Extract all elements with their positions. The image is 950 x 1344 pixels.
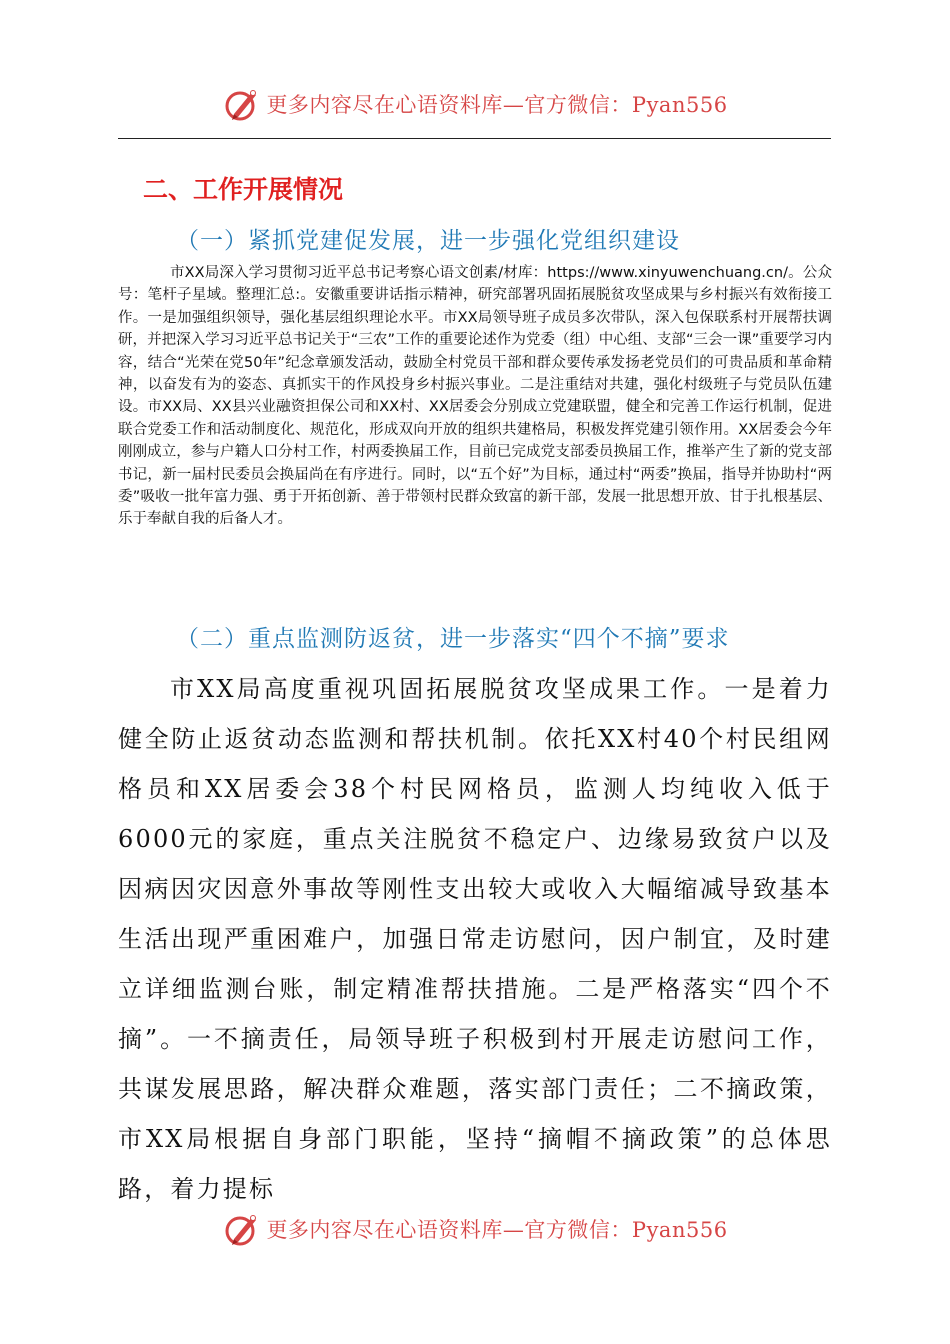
footer-banner [0,1207,950,1251]
subsection-heading-1: （一）紧抓党建促发展，进一步强化党组织建设 [176,228,680,254]
header-divider [118,138,831,139]
pen-logo-icon [222,84,262,124]
subsection-1-body: 市XX局深入学习贯彻习近平总书记考察心语文创素/材库：https://www.xinyuwenchuang.cn/。公众号：笔杆子星域。整理汇总:。安徽重要讲话指示精神，研究部署巩固拓展脱贫攻坚成果与乡村振兴有效衔接工作。一是加强组织领导，强化基层组织理论水平。市XX局领导班子成员多次带队，深入包保联系村开展帮扶调研，并把深入学习习近平总书记关于“三农”工作的重要论述作为党委（组）中心组、支部“三会一课”重要学习内容，结合“光荣在党50年”纪念章颁发活动，鼓励全村党员干部和群众要传承发扬老党员们的可贵品质和革命精神，以奋发有为的姿态、真抓实干的作风投身乡村振兴事业。二是注重结对共建，强化村级班子与党员队伍建设。市XX局、XX县兴业融资担保公司和XX村、XX居委会分别成立党建联盟，健全和完善工作运行机制，促进联合党委工作和活动制度化、规范化，形成双向开放的组织共建格局，积极发挥党建引领作用。XX居委会今年刚刚成立，参与户籍人口分村工作，村两委换届工作，目前已完成党支部委员换届工作，推举产生了新的党支部书记，新一届村民委员会换届尚在有序进行。同时，以“五个好”为目标，通过村“两委”换届，指导并协助村“两委”吸收一批年富力强、勇于开拓创新、善于带领村民群众致富的新干部，发展一批思想开放、甘于扎根基层、乐于奉献自我的后备人才。 [118,265,832,528]
header-banner [0,82,950,126]
pen-logo-icon [222,1209,262,1249]
footer-banner-text: 更多内容尽在心语资料库—官方微信：Pyan556 [266,1218,728,1242]
subsection-heading-2: （二）重点监测防返贫，进一步落实“四个不摘”要求 [176,626,730,652]
header-banner-text: 更多内容尽在心语资料库—官方微信：Pyan556 [266,93,728,117]
subsection-2-body: 市XX局高度重视巩固拓展脱贫攻坚成果工作。一是着力健全防止返贫动态监测和帮扶机制。依托XX村40个村民组网格员和XX居委会38个村民网格员，监测人均纯收入低于6000元的家庭，重点关注脱贫不稳定户、边缘易致贫户以及因病因灾因意外事故等刚性支出较大或收入大幅缩减导致基本生活出现严重困难户，加强日常走访慰问，因户制宜，及时建立详细监测台账，制定精准帮扶措施。二是严格落实“四个不摘”。一不摘责任，局领导班子积极到村开展走访慰问工作，共谋发展思路，解决群众难题，落实部门责任；二不摘政策，市XX局根据自身部门职能，坚持“摘帽不摘政策”的总体思路，着力提标 [118,675,832,1203]
section-heading: 二、工作开展情况 [143,175,344,204]
